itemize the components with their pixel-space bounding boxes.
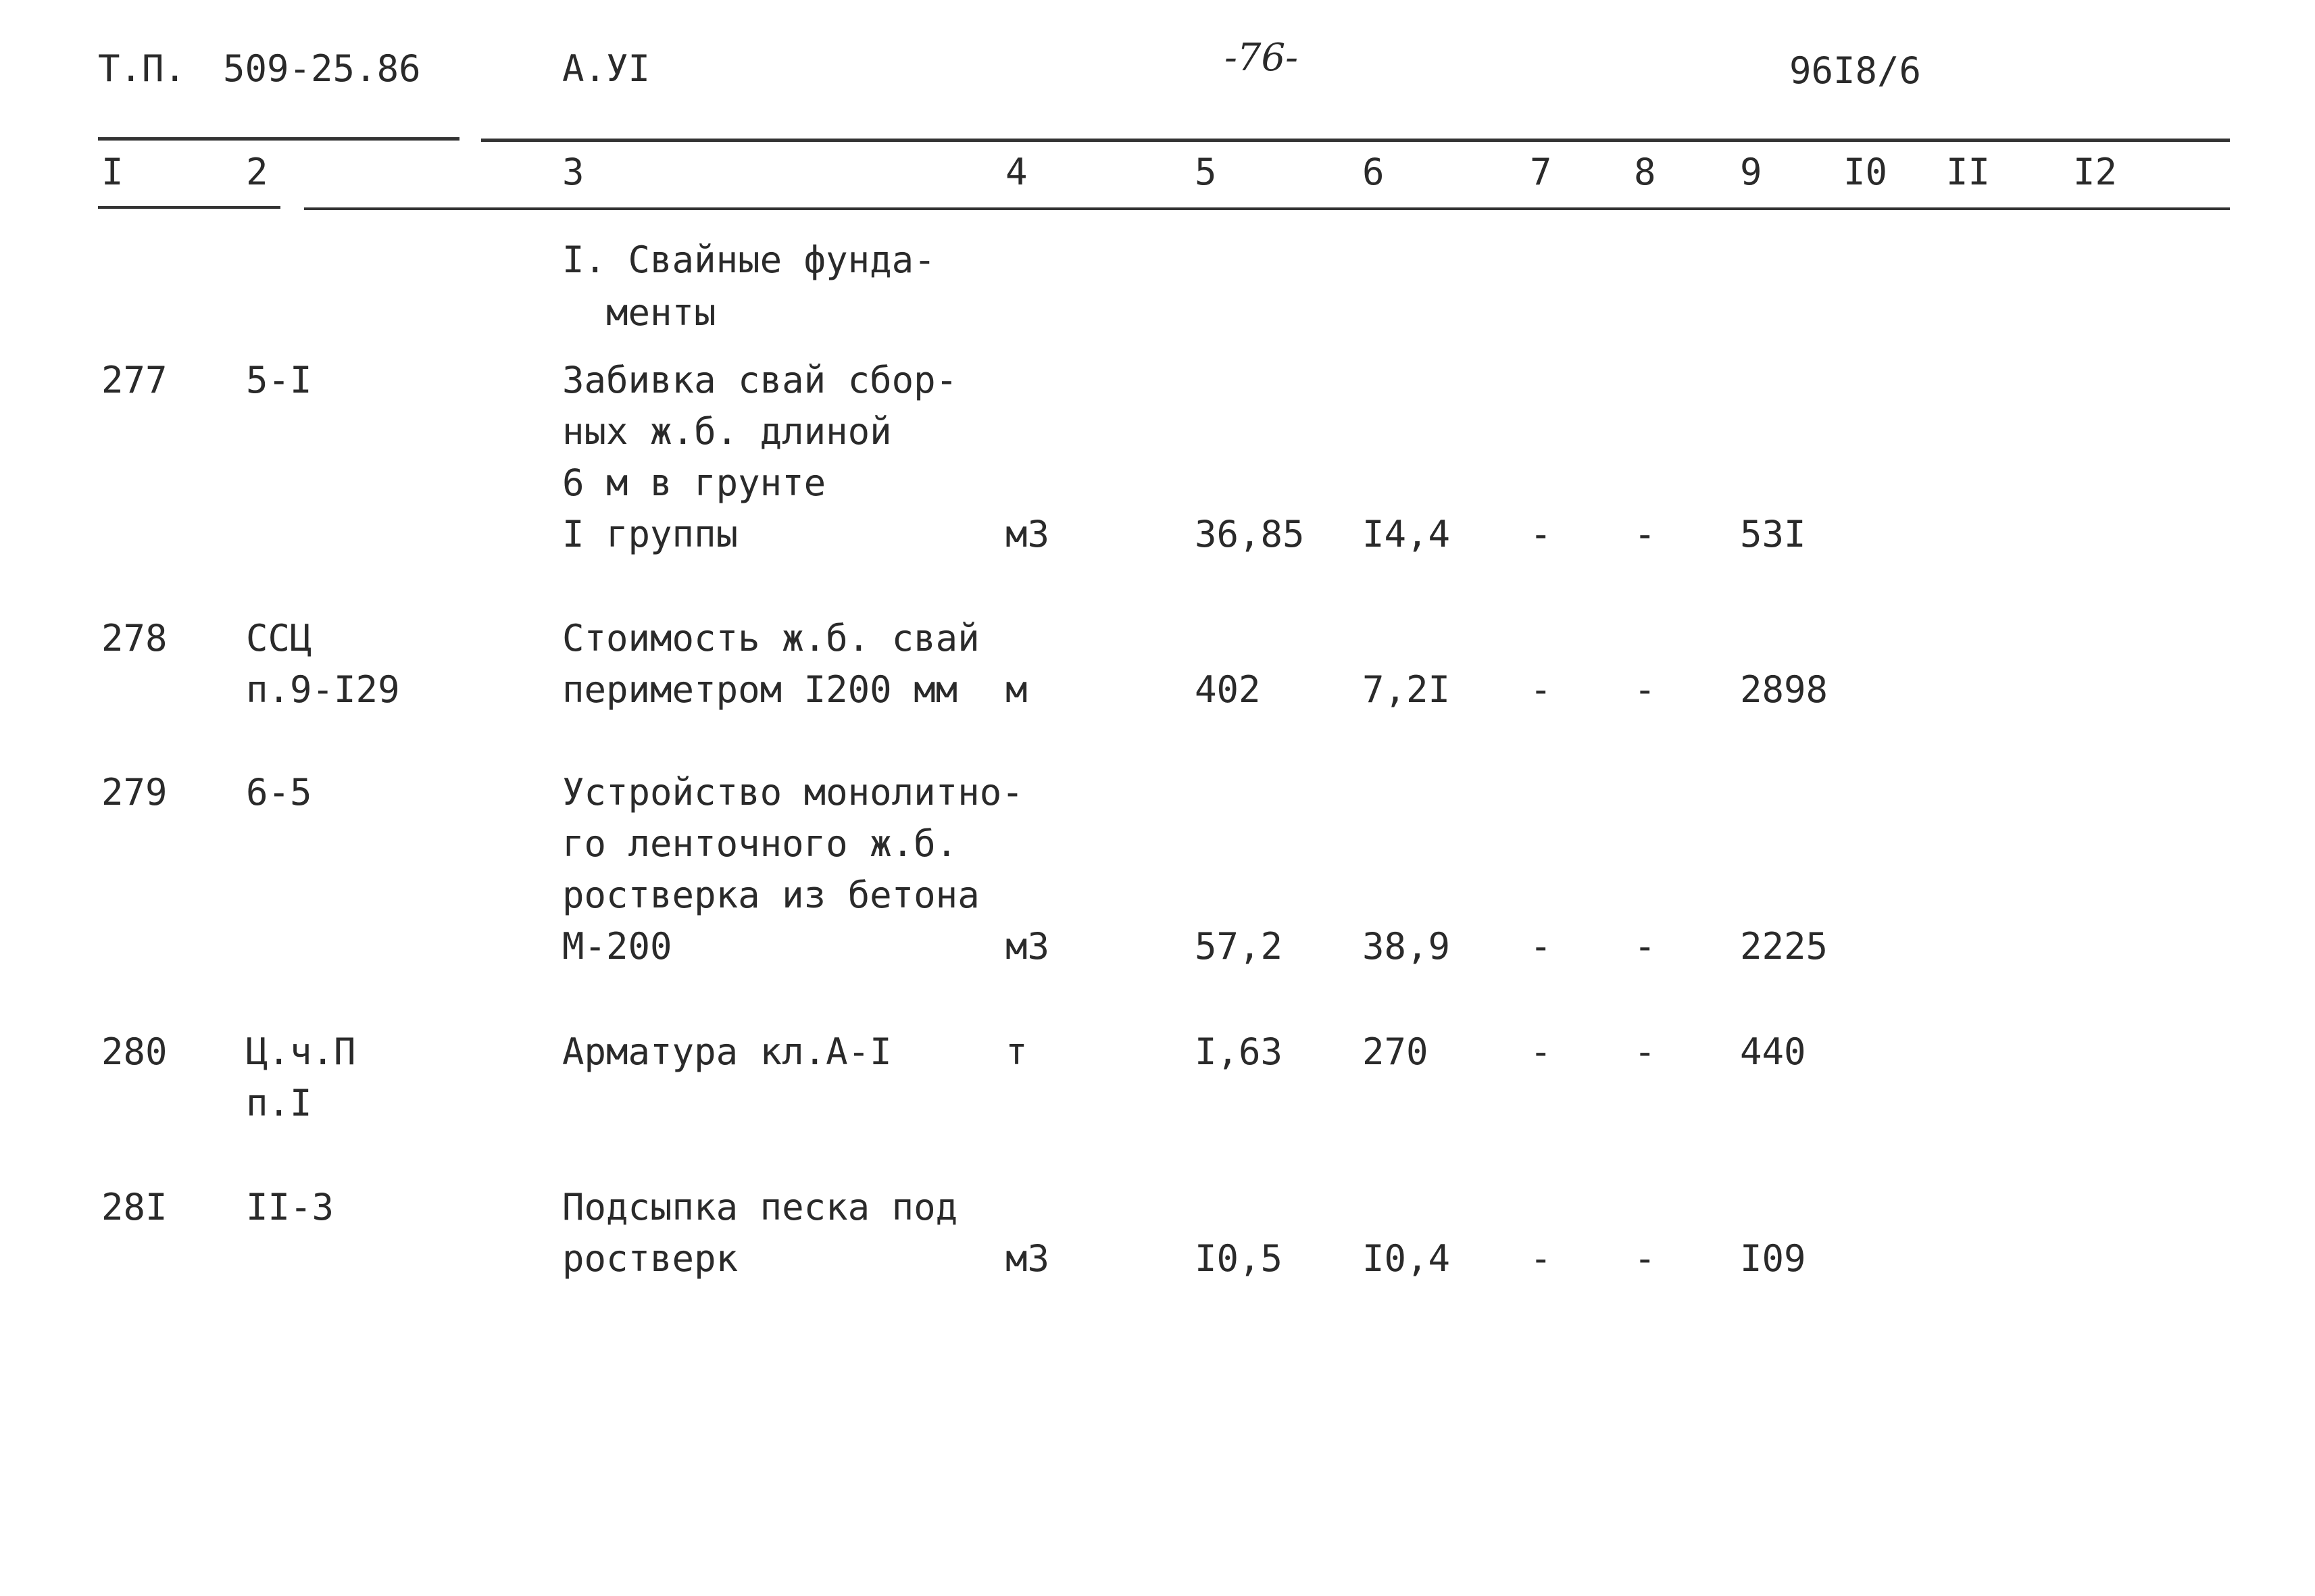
- quantity: 57,2: [1195, 925, 1283, 968]
- work-description: Забивка свай сбор-: [562, 359, 958, 401]
- work-description: ных ж.б. длиной: [562, 410, 892, 453]
- column-header: 4: [1005, 151, 1028, 193]
- work-description: Арматура кл.А-I: [562, 1030, 892, 1073]
- column-header: 2: [246, 151, 268, 193]
- work-description: го ленточного ж.б.: [562, 822, 958, 865]
- unit: м: [1005, 668, 1028, 711]
- total-cost: I09: [1740, 1237, 1806, 1280]
- col8-dash: -: [1634, 1237, 1656, 1280]
- header-bottom-rule-left: [98, 206, 280, 209]
- work-description: Устройство монолитно-: [562, 771, 1024, 814]
- work-description: периметром I200 мм: [562, 668, 958, 711]
- row-number: 277: [101, 359, 168, 401]
- row-number: 279: [101, 771, 168, 814]
- row-number: 28I: [101, 1186, 168, 1228]
- unit-price: I0,4: [1362, 1237, 1451, 1280]
- work-description: Стоимость ж.б. свай: [562, 617, 980, 659]
- unit-price: 7,2I: [1362, 668, 1451, 711]
- total-cost: 2225: [1740, 925, 1828, 968]
- doc-series: Т.П.: [98, 47, 186, 90]
- column-header: 8: [1634, 151, 1656, 193]
- row-number: 278: [101, 617, 168, 659]
- section-title: менты: [562, 291, 716, 334]
- col7-dash: -: [1530, 668, 1552, 711]
- column-header: I: [101, 151, 124, 193]
- unit-price: 270: [1362, 1030, 1428, 1073]
- col7-dash: -: [1530, 925, 1552, 968]
- header-bottom-rule-right: [304, 207, 2230, 210]
- norm-reference: п.9-I29: [246, 668, 400, 711]
- unit-price: 38,9: [1362, 925, 1451, 968]
- album-number: А.УI: [562, 47, 651, 90]
- header-top-rule-right: [481, 139, 2230, 142]
- norm-reference: ССЦ: [246, 617, 312, 659]
- norm-reference: 6-5: [246, 771, 312, 814]
- column-header: 3: [562, 151, 584, 193]
- column-header: I0: [1843, 151, 1888, 193]
- col7-dash: -: [1530, 513, 1552, 555]
- total-cost: 53I: [1740, 513, 1806, 555]
- column-header: 7: [1530, 151, 1552, 193]
- col7-dash: -: [1530, 1030, 1552, 1073]
- work-description: ростверка из бетона: [562, 874, 980, 916]
- quantity: I,63: [1195, 1030, 1283, 1073]
- quantity: I0,5: [1195, 1237, 1283, 1280]
- header-top-rule-left: [98, 137, 459, 141]
- col8-dash: -: [1634, 1030, 1656, 1073]
- unit: м3: [1005, 1237, 1050, 1280]
- work-description: ростверк: [562, 1237, 739, 1280]
- section-title: I. Свайные фунда-: [562, 239, 936, 281]
- work-description: Подсыпка песка под: [562, 1186, 958, 1228]
- col8-dash: -: [1634, 925, 1656, 968]
- work-description: I группы: [562, 513, 739, 555]
- column-header: II: [1946, 151, 1991, 193]
- column-header: 6: [1362, 151, 1385, 193]
- col8-dash: -: [1634, 513, 1656, 555]
- column-header: 5: [1195, 151, 1217, 193]
- doc-number: 509-25.86: [223, 47, 421, 90]
- total-cost: 440: [1740, 1030, 1806, 1073]
- col8-dash: -: [1634, 668, 1656, 711]
- quantity: 36,85: [1195, 513, 1305, 555]
- norm-reference: II-3: [246, 1186, 334, 1228]
- unit: м3: [1005, 925, 1050, 968]
- unit-price: I4,4: [1362, 513, 1451, 555]
- work-description: 6 м в грунте: [562, 462, 826, 504]
- col7-dash: -: [1530, 1237, 1552, 1280]
- norm-reference: Ц.ч.П: [246, 1030, 356, 1073]
- page-number: -76-: [1224, 36, 1299, 80]
- unit: т: [1005, 1030, 1028, 1073]
- norm-reference: 5-I: [246, 359, 312, 401]
- sheet-code: 96I8/6: [1789, 49, 1922, 92]
- column-header: 9: [1740, 151, 1762, 193]
- unit: м3: [1005, 513, 1050, 555]
- row-number: 280: [101, 1030, 168, 1073]
- norm-reference: п.I: [246, 1082, 312, 1124]
- quantity: 402: [1195, 668, 1261, 711]
- total-cost: 2898: [1740, 668, 1828, 711]
- work-description: М-200: [562, 925, 672, 968]
- column-header: I2: [2073, 151, 2118, 193]
